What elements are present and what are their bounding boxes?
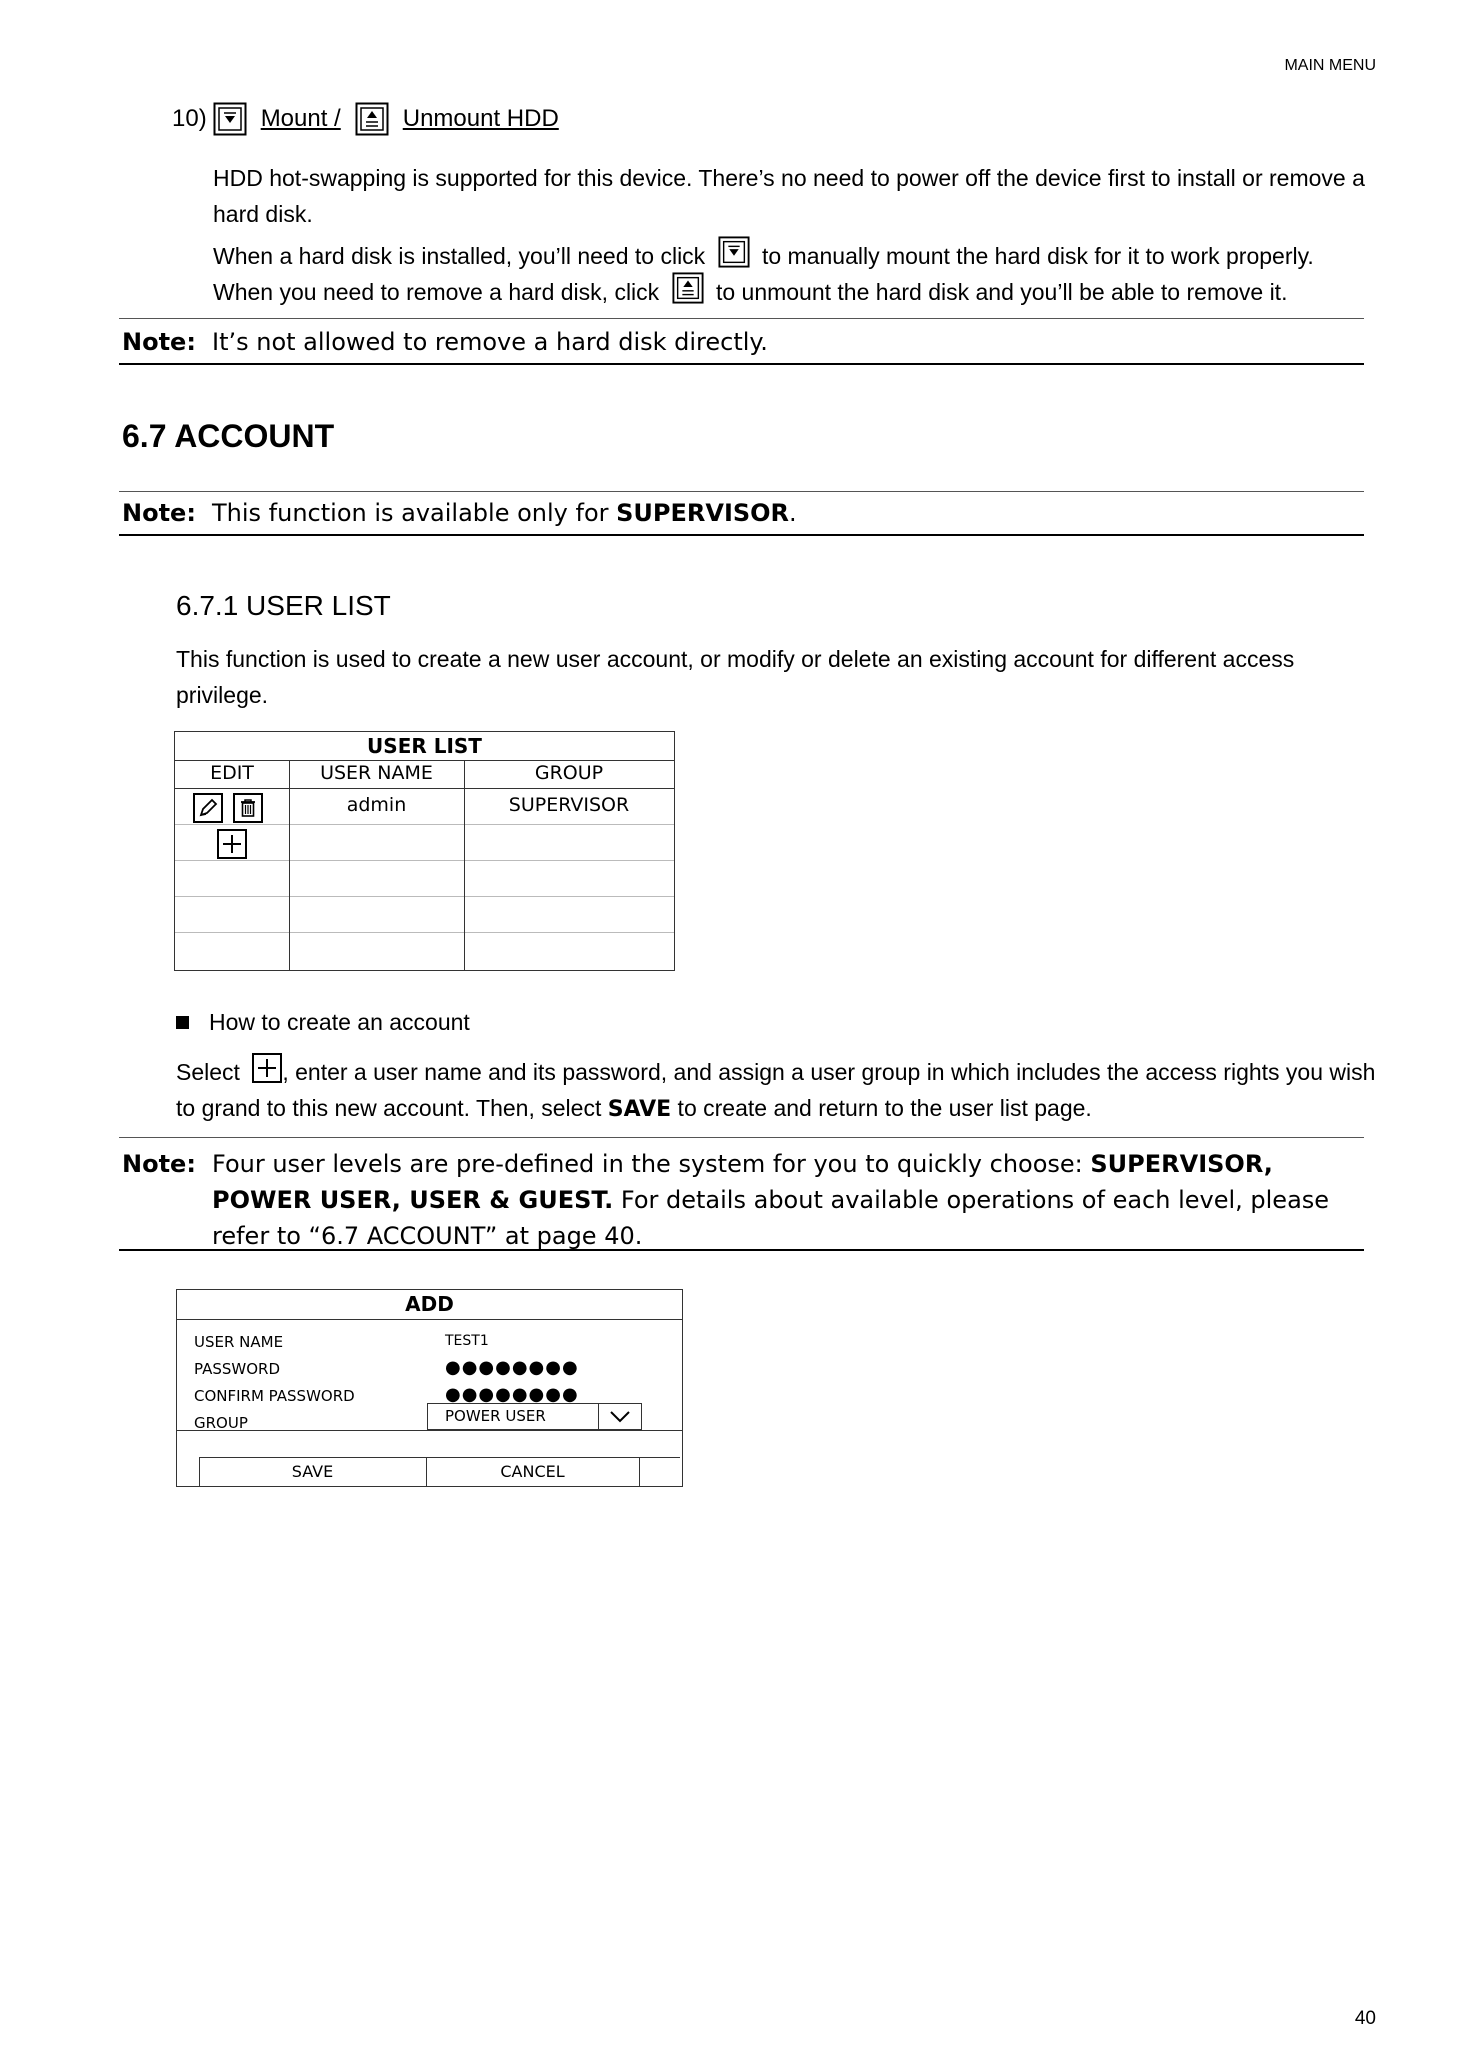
mount-instruction [213, 238, 1413, 274]
password-input[interactable]: ●●●●●●●● [445, 1357, 579, 1378]
add-dialog-title: ADD [177, 1290, 682, 1320]
column-header-group: GROUP [534, 762, 604, 784]
note-text-a: This function is available only for [212, 499, 617, 527]
field-label-group: GROUP [194, 1414, 248, 1432]
running-header: MAIN MENU [1284, 57, 1376, 74]
group-select[interactable] [427, 1403, 642, 1430]
note-user-levels [119, 1137, 1364, 1251]
mount-label: Mount / [260, 105, 341, 132]
mount-hdd-icon [718, 236, 750, 268]
unmount-hdd-icon [672, 272, 704, 304]
howto-bullet [176, 1004, 470, 1040]
note-text-b: . [789, 499, 797, 527]
save-button[interactable]: SAVE [291, 1462, 334, 1481]
mount-hdd-icon [213, 102, 247, 136]
mount-instruction-a: When a hard disk is installed, you’ll need to click [213, 243, 706, 269]
note-hard-disk [119, 318, 1364, 365]
chevron-down-icon[interactable] [598, 1404, 641, 1429]
section-title-account: 6.7 ACCOUNT [122, 418, 335, 454]
note-label: Note: [122, 1150, 196, 1178]
note-bold: SUPERVISOR, POWER USER, USER & GUEST. [212, 1150, 1273, 1214]
note-label: Note: [122, 499, 196, 527]
add-user-dialog [176, 1289, 683, 1487]
cancel-button[interactable]: CANCEL [500, 1462, 565, 1481]
note-text: It’s not allowed to remove a hard disk directly. [212, 328, 768, 356]
group-select-value: POWER USER [445, 1407, 546, 1425]
subsection-title-user-list: 6.7.1 USER LIST [176, 590, 391, 621]
user-list-table [174, 731, 675, 971]
hotswap-paragraph: HDD hot-swapping is supported for this device. There’s no need to power off the device first to install or remove a hard disk. [213, 165, 1365, 227]
add-user-icon[interactable] [217, 829, 247, 859]
note-text-a: Four user levels are pre-defined in the system for you to quickly choose: [212, 1150, 1091, 1178]
confirm-password-input[interactable]: ●●●●●●●● [445, 1384, 579, 1405]
add-user-icon [252, 1053, 282, 1083]
howto-paragraph [176, 1054, 1376, 1128]
item10-heading [172, 102, 559, 136]
edit-user-icon[interactable] [193, 793, 223, 823]
item-number: 10) [172, 105, 207, 132]
delete-user-icon[interactable] [233, 793, 263, 823]
howto-text-b: , enter a user name and its password, and assign a user group in which includes the access rights you wish to grand to this new account. Then, select [176, 1059, 1376, 1121]
howto-text-c: to create and return to the user list page. [671, 1095, 1092, 1121]
note-label: Note: [122, 328, 196, 356]
note-text [212, 1146, 1364, 1254]
user-list-title: USER LIST [367, 734, 482, 758]
mount-instruction-b: to manually mount the hard disk for it to work properly. [761, 243, 1314, 269]
unmount-label: Unmount HDD [402, 105, 559, 132]
user-list-description: This function is used to create a new user account, or modify or delete an existing account for different access privilege. [176, 646, 1295, 708]
unmount-instruction-b: to unmount the hard disk and you’ll be able to remove it. [715, 279, 1288, 305]
user-name-input[interactable]: TEST1 [445, 1333, 489, 1349]
page-number: 40 [1354, 2008, 1376, 2029]
column-header-edit: EDIT [210, 762, 254, 784]
howto-text-a: Select [176, 1059, 240, 1085]
column-header-user-name: USER NAME [320, 762, 433, 784]
note-text [212, 499, 1364, 527]
unmount-instruction [213, 274, 1413, 310]
unmount-instruction-a: When you need to remove a hard disk, click [213, 279, 660, 305]
field-label-password: PASSWORD [194, 1360, 281, 1378]
note-text-b: For details about available operations of each level, please refer to “6.7 ACCOUNT” at page 40. [212, 1186, 1330, 1250]
group-cell: SUPERVISOR [508, 794, 630, 816]
howto-bullet-text: How to create an account [209, 1009, 470, 1035]
note-supervisor-only [119, 491, 1364, 536]
square-bullet-icon [176, 1016, 189, 1029]
field-label-user-name: USER NAME [194, 1333, 284, 1351]
field-label-confirm-password: CONFIRM PASSWORD [194, 1387, 355, 1405]
note-bold: SUPERVISOR [616, 499, 790, 527]
howto-save-word: SAVE [607, 1097, 672, 1122]
user-name-cell: admin [346, 794, 407, 816]
unmount-hdd-icon [355, 102, 389, 136]
button-bar [199, 1457, 680, 1486]
